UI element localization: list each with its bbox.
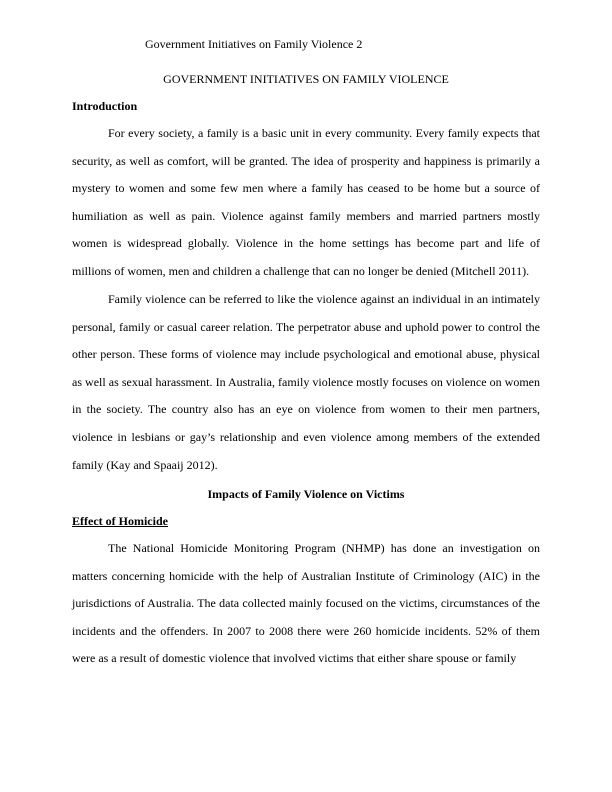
- running-head: Government Initiatives on Family Violence 2: [145, 37, 363, 51]
- introduction-heading: Introduction: [72, 99, 138, 113]
- homicide-paragraph: The National Homicide Monitoring Program (NHMP) has done an investigation on matters concerning homicide with the help of Australian Institute of Criminology (AIC) in the jurisdictions of Australia. The data collected mainly focused on the victims, circumstances of the incidents and the offenders. In 2007 to 2008 there were 260 homicide incidents. 52% of them were as a result of domestic violence that involved victims that either share spouse or family: [72, 541, 540, 666]
- homicide-heading: Effect of Homicide: [72, 514, 168, 528]
- document-title: GOVERNMENT INITIATIVES ON FAMILY VIOLENCE: [163, 72, 449, 86]
- intro-paragraph-2: Family violence can be referred to like the violence against an individual in an intimately personal, family or casual career relation. The perpetrator abuse and uphold power to control the other person. These forms of violence may include psychological and emotional abuse, physical as well as sexual harassment. In Australia, family violence mostly focuses on violence on women in the society. The country also has an eye on violence from women to their men partners, violence in lesbians or gay’s relationship and even violence among members of the extended family (Kay and Spaaij 2012).: [72, 292, 540, 472]
- impacts-heading: Impacts of Family Violence on Victims: [207, 487, 405, 501]
- intro-paragraph-1: For every society, a family is a basic unit in every community. Every family expects that security, as well as comfort, will be granted. The idea of prosperity and happiness is primarily a mystery to women and some few men where a family has ceased to be home but a source of humiliation as well as pain. Violence against family members and married partners mostly women is widespread globally. Violence in the home settings has become part and life of millions of women, men and children a challenge that can no longer be denied (Mitchell 2011).: [72, 126, 540, 278]
